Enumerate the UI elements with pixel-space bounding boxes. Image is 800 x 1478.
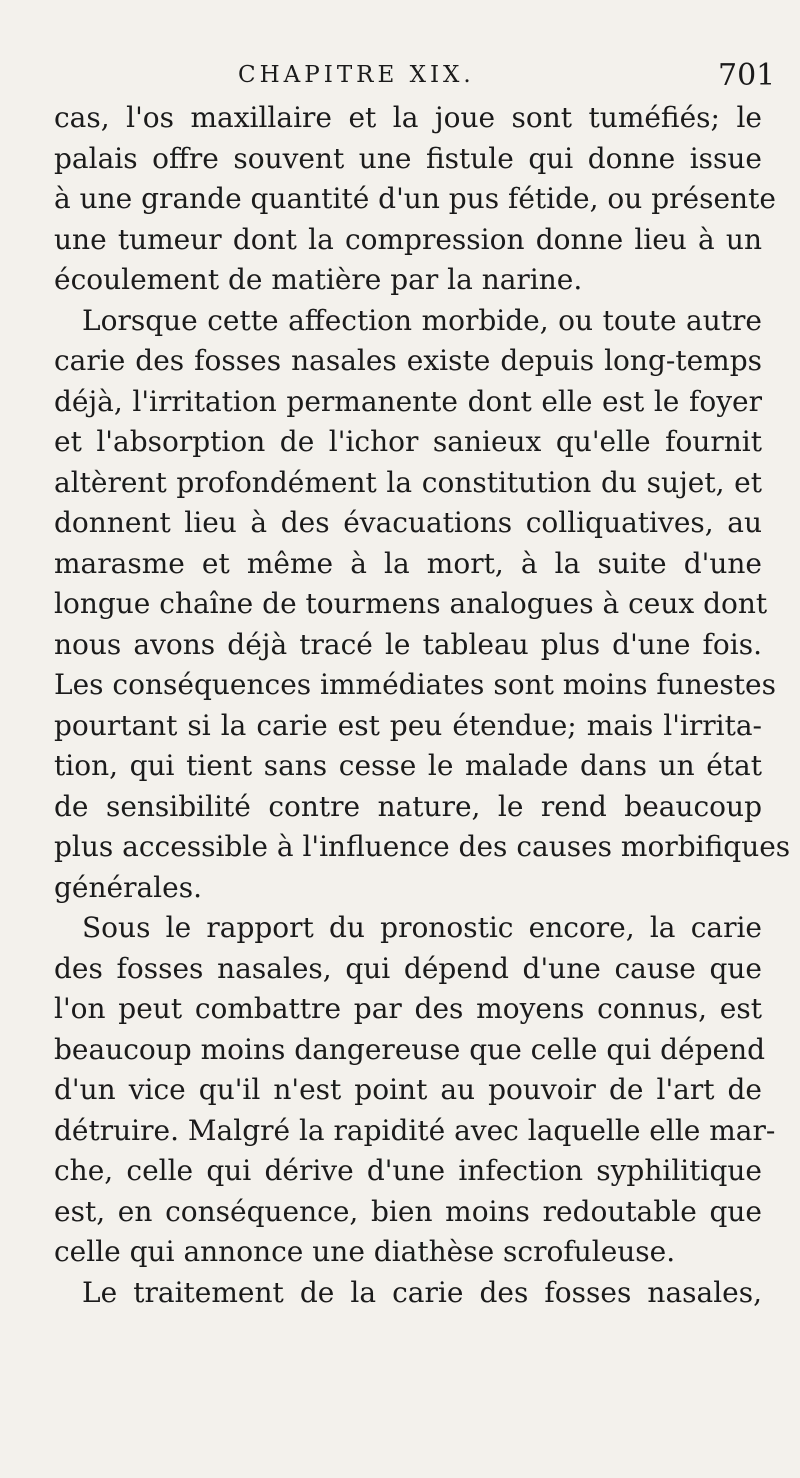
text-line: marasme et même à la mort, à la suite d'une: [54, 546, 762, 580]
text-line: de sensibilité contre nature, le rend beaucoup: [54, 789, 762, 823]
text-line: Les conséquences immédiates sont moins funestes: [54, 668, 776, 701]
text-line: pourtant si la carie est peu étendue; mais l'irrita-: [54, 708, 762, 742]
page-number: 701: [718, 58, 776, 93]
text-line: Sous le rapport du pronostic encore, la carie: [82, 911, 762, 944]
text-line: Lorsque cette affection morbide, ou toute autre: [82, 303, 762, 337]
text-line: palais offre souvent une fistule qui donne issue: [54, 141, 762, 175]
text-line: plus accessible à l'influence des causes morbifiques: [54, 830, 791, 863]
text-line: une tumeur dont la compression donne lieu à un: [54, 222, 762, 256]
text-line: nous avons déjà tracé le tableau plus d'une fois.: [54, 627, 762, 661]
text-line: l'on peut combattre par des moyens connus, est: [54, 992, 762, 1025]
text-line: donnent lieu à des évacuations colliquatives, au: [54, 506, 762, 539]
text-line: beaucoup moins dangereuse que celle qui dépend: [54, 1032, 766, 1066]
text-line: celle qui annonce une diathèse scrofuleuse.: [54, 1235, 676, 1268]
text-body: [54, 98, 791, 1313]
text-line: Le traitement de la carie des fosses nasales,: [82, 1275, 762, 1309]
text-line: et l'absorption de l'ichor sanieux qu'elle fournit: [54, 425, 762, 458]
text-line: altèrent profondément la constitution du sujet, et: [54, 465, 762, 499]
text-line: che, celle qui dérive d'une infection syphilitique: [54, 1154, 762, 1187]
text-line: longue chaîne de tourmens analogues à ceux dont: [54, 587, 768, 620]
text-line: tion, qui tient sans cesse le malade dans un état: [54, 749, 762, 782]
text-line: carie des fosses nasales existe depuis long-temps: [54, 344, 762, 377]
text-line: déjà, l'irritation permanente dont elle est le foyer: [54, 384, 762, 418]
running-head: [0, 58, 800, 98]
text-line: générales.: [54, 870, 202, 904]
text-line: cas, l'os maxillaire et la joue sont tuméfiés; le: [54, 101, 762, 134]
text-line: détruire. Malgré la rapidité avec laquelle elle mar-: [54, 1113, 776, 1147]
text-line: écoulement de matière par la narine.: [54, 263, 583, 296]
text-line: à une grande quantité d'un pus fétide, ou présente: [54, 182, 776, 215]
text-line: d'un vice qu'il n'est point au pouvoir de l'art de: [54, 1073, 762, 1106]
text-line: est, en conséquence, bien moins redoutable que: [54, 1194, 762, 1228]
text-line: des fosses nasales, qui dépend d'une cause que: [54, 951, 762, 985]
chapter-title: CHAPITRE XIX.: [238, 62, 475, 88]
